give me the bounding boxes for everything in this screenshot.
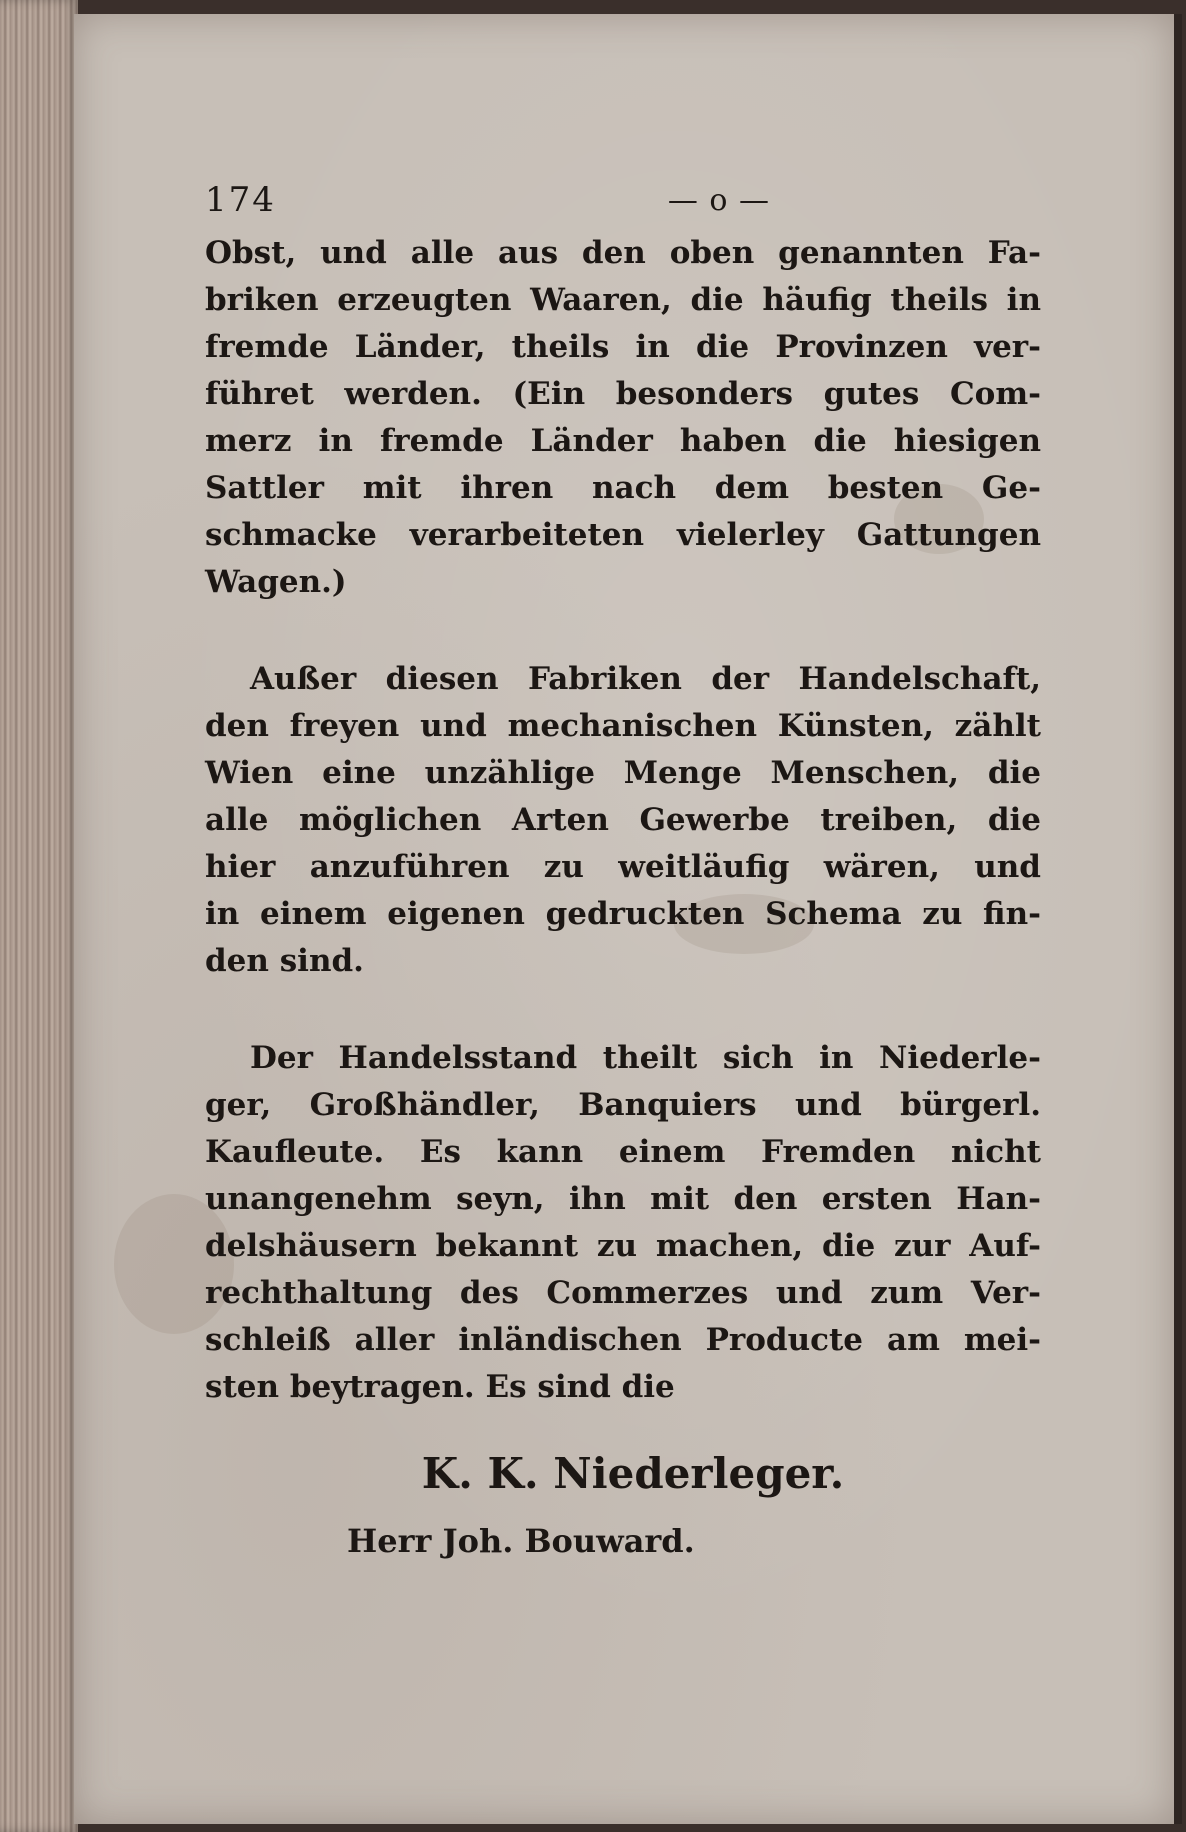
text-line: delshäusern bekannt zu machen, die zur Auf-: [205, 1228, 1041, 1264]
text-line: briken erzeugten Waaren, die häufig theils in: [205, 282, 1041, 318]
text-line: den freyen und mechanischen Künsten, zählt: [205, 708, 1041, 744]
text-line: in einem eigenen gedruckten Schema zu fin-: [205, 896, 1041, 932]
book-page-edges: [0, 0, 78, 1832]
text-line: ger, Großhändler, Banquiers und bürgerl.: [205, 1087, 1041, 1123]
text-line: fremde Länder, theils in die Provinzen ver-: [205, 329, 1041, 365]
text-line: rechthaltung des Commerzes und zum Ver-: [205, 1275, 1041, 1311]
paragraph-3: [205, 1035, 1041, 1411]
text-line: Außer diesen Fabriken der Handelschaft,: [250, 661, 1041, 697]
text-line: Wagen.): [205, 564, 347, 600]
paragraph-2: [205, 656, 1041, 985]
text-line: Der Handelsstand theilt sich in Niederle-: [250, 1040, 1041, 1076]
page-number: 174: [205, 180, 276, 220]
page-header: [205, 178, 770, 222]
text-line: Obst, und alle aus den oben genannten Fa-: [205, 235, 1041, 271]
text-line: alle möglichen Arten Gewerbe treiben, die: [205, 802, 1041, 838]
text-line: Sattler mit ihren nach dem besten Ge-: [205, 470, 1041, 506]
page-content: [205, 178, 1041, 1560]
paragraph-1: [205, 230, 1041, 606]
text-line: Wien eine unzählige Menge Menschen, die: [205, 755, 1041, 791]
text-line: merz in fremde Länder haben die hiesigen: [205, 423, 1041, 459]
text-line: schleiß aller inländischen Producte am mei-: [205, 1322, 1041, 1358]
text-line: den sind.: [205, 943, 364, 979]
text-line: führet werden. (Ein besonders gutes Com-: [205, 376, 1041, 412]
text-line: schmacke verarbeiteten vielerley Gattungen: [205, 517, 1041, 553]
text-line: hier anzuführen zu weitläufig wären, und: [205, 849, 1041, 885]
section-heading: K. K. Niederleger.: [421, 1449, 845, 1498]
text-line: unangenehm seyn, ihn mit den ersten Han-: [205, 1181, 1041, 1217]
text-line: Kaufleute. Es kann einem Fremden nicht: [205, 1134, 1041, 1170]
header-ornament: — o —: [667, 182, 770, 218]
merchant-name: Herr Joh. Bouward.: [347, 1522, 695, 1560]
text-line: sten beytragen. Es sind die: [205, 1369, 675, 1405]
